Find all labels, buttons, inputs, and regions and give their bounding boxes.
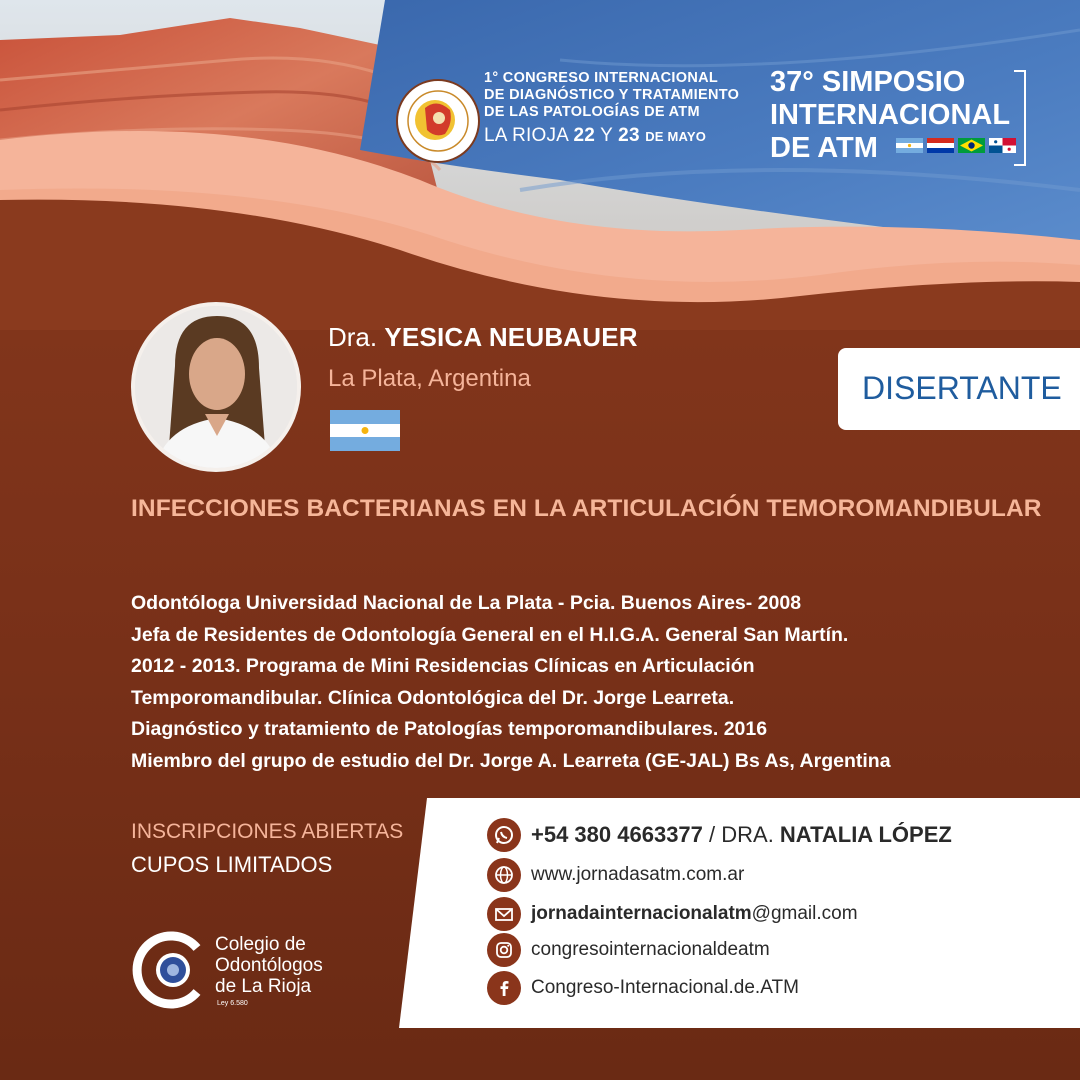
role-badge-label: DISERTANTE — [862, 370, 1062, 406]
organizer-line-2: Odontólogos — [215, 955, 323, 976]
simposio-line-3-row — [770, 132, 1016, 165]
contact-website-row[interactable] — [487, 858, 744, 892]
contact-phone-text — [531, 822, 952, 848]
contact-email-row[interactable] — [487, 897, 858, 931]
organizer-logo — [131, 930, 323, 1015]
whatsapp-icon — [487, 818, 521, 852]
speaker-name: YESICA NEUBAUER — [384, 322, 638, 352]
congress-line-2: DE DIAGNÓSTICO Y TRATAMIENTO — [484, 87, 740, 103]
simposio-line-2: INTERNACIONAL — [770, 99, 1011, 131]
organizer-law: Ley 6.580 — [217, 1000, 248, 1007]
congress-logo — [395, 78, 481, 164]
place-city: LA RIOJA — [484, 125, 568, 146]
contact-phone-sep: / DRA. — [702, 822, 780, 847]
organizer-line-3: de La Rioja — [215, 976, 312, 997]
bio-line: Miembro del grupo de estudio del Dr. Jorge A. Learreta (GE-JAL) Bs As, Argentina — [131, 749, 891, 772]
speaker-name-line — [328, 322, 638, 353]
email-icon — [487, 897, 521, 931]
place-month: DE MAYO — [645, 129, 707, 144]
place-and: Y — [600, 125, 613, 146]
speaker-bio — [131, 588, 891, 777]
place-day-2: 23 — [618, 125, 640, 146]
contact-phone-row[interactable] — [487, 818, 952, 852]
organizer-line-1: Colegio de — [215, 934, 306, 955]
paraguay-flag-icon — [927, 138, 954, 153]
congress-line-3: DE LAS PATOLOGÍAS DE ATM — [484, 104, 700, 120]
simposio-title — [770, 66, 1016, 165]
contact-facebook: Congreso-Internacional.de.ATM — [531, 977, 799, 998]
facebook-icon — [487, 971, 521, 1005]
globe-icon — [487, 858, 521, 892]
college-emblem-icon — [131, 930, 211, 1010]
argentina-flag-icon — [896, 138, 923, 153]
congress-title — [484, 70, 746, 145]
instagram-icon — [487, 933, 521, 967]
contact-instagram-row[interactable] — [487, 933, 770, 967]
speaker-portrait — [135, 306, 297, 468]
bio-line: Diagnóstico y tratamiento de Patologías temporomandibulares. 2016 — [131, 718, 768, 740]
simposio-line-1: 37° SIMPOSIO — [770, 66, 966, 98]
congress-line-1: 1° CONGRESO INTERNACIONAL — [484, 70, 719, 86]
contact-email — [531, 903, 858, 925]
speaker-photo — [131, 302, 301, 472]
email-user: jornadainternacionalatm — [531, 903, 752, 924]
contact-website: www.jornadasatm.com.ar — [531, 864, 745, 885]
simposio-bracket — [1014, 70, 1026, 166]
registration-limited: CUPOS LIMITADOS — [131, 852, 333, 877]
place-day-1: 22 — [573, 125, 596, 146]
bio-line: Odontóloga Universidad Nacional de La Plata - Pcia. Buenos Aires- 2008 — [131, 592, 802, 614]
speaker-title: Dra. — [328, 322, 378, 352]
bio-line: 2012 - 2013. Programa de Mini Residencias Clínicas en Articulación — [131, 655, 755, 677]
bio-line: Temporomandibular. Clínica Odontológica del Dr. Jorge Learreta. — [131, 686, 735, 709]
simposio-line-3: DE ATM — [770, 132, 878, 164]
registration-open: INSCRIPCIONES ABIERTAS — [131, 820, 404, 843]
bio-line: Jefa de Residentes de Odontología General en el H.I.G.A. General San Martín. — [131, 623, 849, 646]
talk-title: INFECCIONES BACTERIANAS EN LA ARTICULACIÓN TEMOROMANDIBULAR — [131, 495, 1042, 522]
brazil-flag-icon — [958, 138, 985, 153]
contact-facebook-row[interactable] — [487, 971, 799, 1005]
argentina-flag-icon — [330, 410, 400, 451]
contact-instagram: congresointernacionaldeatm — [531, 939, 770, 960]
panama-flag-icon — [989, 138, 1016, 153]
role-badge — [838, 348, 1080, 430]
contact-phone: +54 380 4663377 — [531, 822, 703, 847]
hero-landscape — [0, 0, 1080, 330]
contact-person: NATALIA LÓPEZ — [779, 822, 952, 847]
speaker-location: La Plata, Argentina — [328, 365, 531, 392]
congress-place-date — [484, 127, 746, 145]
organizer-name — [215, 934, 323, 997]
country-flags — [896, 138, 1016, 153]
email-domain: @gmail.com — [751, 903, 858, 924]
